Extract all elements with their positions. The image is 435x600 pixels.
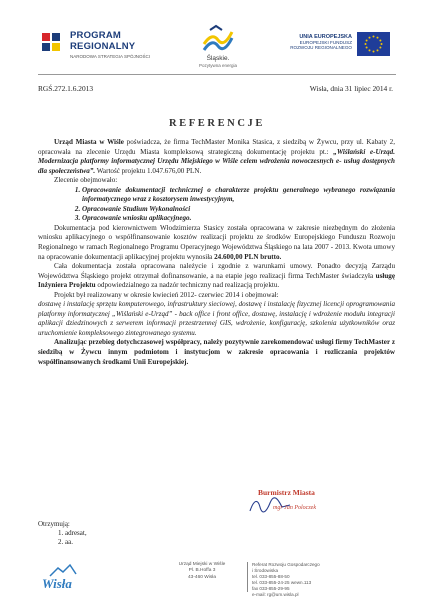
program-regionalny-mark-icon xyxy=(40,30,66,56)
list-item: 1. Opracowanie dokumentacji technicznej o charakterze projektu generalnego wybranego rozwiązania informatycznego wraz z kosztorysem inwestycyjnym, xyxy=(82,186,395,205)
intro-text: poświadcza, że firma TechMaster Monika Stasica, z siedzibą w Żywcu, przy ul. Kabaty 2, opracowała na zlecenie Urzędu Miasta kompleksową strategiczną dokumentację projektu pt.: xyxy=(38,138,395,156)
program-regionalny-logo xyxy=(40,28,150,68)
wisla-logo-text: Wisła xyxy=(42,576,72,591)
letter-body xyxy=(38,138,395,367)
footer-address-line: 43-460 Wisła xyxy=(188,574,216,580)
paragraph-scope xyxy=(38,300,395,338)
recipient-item: 1. adresat, xyxy=(58,529,87,537)
paragraph-intro xyxy=(38,138,395,176)
paragraph-execution xyxy=(38,262,395,291)
engineer-service: usługę Inżyniera Projektu xyxy=(38,271,395,290)
contract-amount: 24.600,00 PLN brutto. xyxy=(214,252,282,261)
paragraph-documentation xyxy=(38,224,395,262)
paragraph-recommendation xyxy=(38,338,395,367)
scope-list xyxy=(38,186,395,224)
signature-block xyxy=(248,488,358,528)
program-line1: PROGRAM xyxy=(70,30,122,41)
execution-text: Cała dokumentacja została opracowana należycie i zgodnie z warunkami umowy. Ponadto decyzją Zarządu Województwa Śląskiego projekt otrzymał dofinansowanie, a na etapie jego realizacji firma TechMaster świadczyła xyxy=(38,262,395,280)
eu-line3: ROZWOJU REGIONALNEGO xyxy=(290,45,352,50)
footer-address xyxy=(162,562,242,581)
scope-text: dostawę i instalację sprzętu komputerowego, infrastruktury sieciowej, dostawę i instalację fizycznej licencji oprogramowania platformy informatycznej „Wiślański e-Urząd” - back office i front office, dostawę, instalację i wdrożenie modułu integracji aplikacji dziedzinowych z serwerem informacji przestrzennej GIS, wdrożenie, konfigurację, szkolenia użytkowników oraz uruchomienie kompleksowego zintegrowanego systemu. xyxy=(38,300,395,337)
footer-contact-line: tel. 033-855-88-50 xyxy=(252,574,290,580)
project-value: Wartość projektu 1.047.676,00 PLN. xyxy=(95,166,202,175)
recommendation-text: Analizując przebieg dotychczasowej współpracy, należy pozytywnie zarekomendować usługi firmy TechMaster z siedzibą w Żywcu innym podmiotom i instytucjom w zakresie opracowania i rozliczania projektów współfinansowanych środkami Unii Europejskiej. xyxy=(38,338,395,366)
program-line3: NARODOWA STRATEGIA SPÓJNOŚCI xyxy=(70,54,151,59)
document-title: REFERENCJE xyxy=(168,118,265,129)
footer-divider xyxy=(247,562,248,592)
header-divider xyxy=(38,74,396,75)
footer-contact-line: i Środowiska xyxy=(252,568,279,574)
wisla-logo xyxy=(38,562,98,594)
list-intro: Zlecenie obejmowało: xyxy=(54,176,118,185)
footer-address-line: Pl. B.Hoffa 3 xyxy=(188,568,216,574)
reference-number: RGŚ.272.1.6.2013 xyxy=(38,84,94,93)
footer-contact xyxy=(252,562,320,599)
paragraph-period: Projekt był realizowany w okresie kwiecień 2012- czerwiec 2014 i obejmował: xyxy=(54,290,279,299)
project-title: „Wiślański e-Urząd. Modernizacja platformy informatycznej Urzędu Miejskiego w Wiśle celem wdrożenia nowoczesnych e- usług dostępnych dla społeczeństwa”. xyxy=(38,147,395,175)
eu-flag-icon xyxy=(357,32,390,56)
footer-contact-line: e-mail: rg@um.wisla.pl xyxy=(252,592,299,598)
recipient-item: 2. aa. xyxy=(58,538,73,546)
recipients xyxy=(38,520,87,547)
signatory-name: mgr Jan Poloczek xyxy=(273,505,316,511)
list-item: 3. Opracowanie wniosku aplikacyjnego. xyxy=(82,214,395,224)
eu-logo xyxy=(282,32,390,62)
footer-contact-line: tel. 033-855-24-25 wewn.113 xyxy=(252,580,312,586)
eu-text xyxy=(282,34,352,50)
eu-line1: UNIA EUROPEJSKA xyxy=(299,34,352,40)
documentation-text: Dokumentacja pod kierownictwem Włodzimierza Stasicy została opracowana w zakresie niezbędnym do złożenia wniosku aplikacyjnego o współfinansowanie kosztów realizacji projektu ze środków Europejskiego Funduszu Rozwoju Regionalnego w ramach Regionalnego Programu Operacyjnego Województwa Śląskiego na lata 2007 - 2013. Kwota umowy na opracowanie dokumentacji aplikacyjnej projektu wynosiła xyxy=(38,223,395,261)
slaskie-tagline: Pozytywna energia xyxy=(198,63,238,68)
recipients-label: Otrzymują: xyxy=(38,520,70,528)
slaskie-wave-icon xyxy=(200,22,236,56)
footer-contact-line: Referat Rozwoju Gospodarczego xyxy=(252,562,320,567)
program-line2: REGIONALNY xyxy=(70,41,136,52)
footer-address-line: Urząd Miejski w Wiśle xyxy=(178,562,226,567)
slaskie-name: Śląskie. xyxy=(206,55,230,62)
footer-contact-line: fax 033-855-29-95 xyxy=(252,586,290,592)
list-item: 2. Opracowanie Studium Wykonalności xyxy=(82,205,395,215)
slaskie-logo xyxy=(178,22,258,72)
stamp-title: Burmistrz Miasta xyxy=(258,488,315,497)
eu-line2: EUROPEJSKI FUNDUSZ xyxy=(299,40,352,45)
issuer-name: Urząd Miasta w Wiśle xyxy=(54,138,124,146)
execution-text-end: odpowiedzialnego za nadzór techniczny nad realizacją projektu. xyxy=(95,281,280,290)
letter-date: Wisła, dnia 31 lipiec 2014 r. xyxy=(309,84,393,93)
